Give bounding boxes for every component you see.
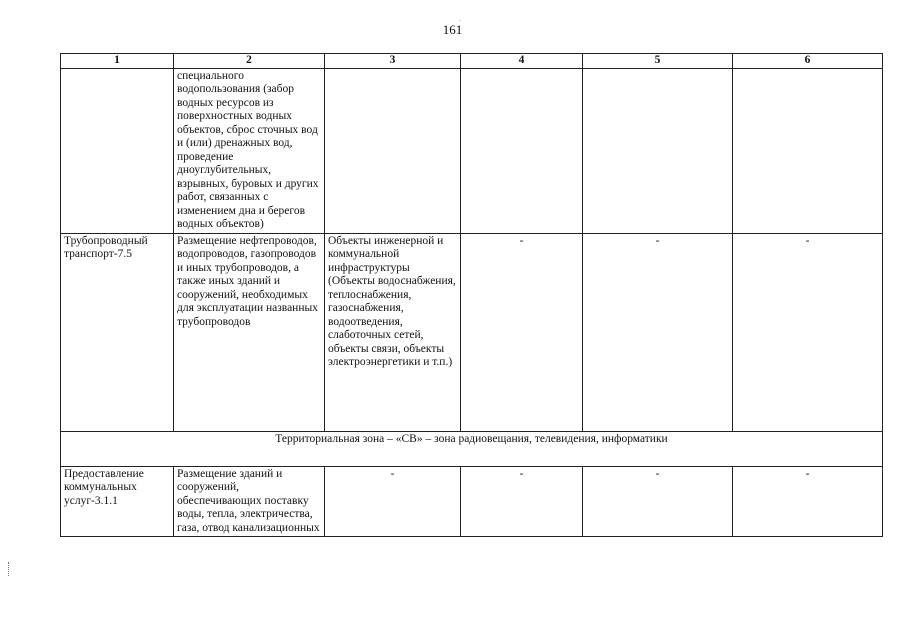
cell-use-description: специального водопользования (забор водных ресурсов из поверхностных водных объектов, сброс сточных вод и (или) дренажных вод, проведение дноуглубительных, взрывных, буровых и других работ, связанных с изменением дна и берегов водных объектов) bbox=[174, 68, 325, 233]
cell-use-name: Трубопроводный транспорт-7.5 bbox=[61, 233, 174, 431]
cell-use-description: Размещение нефтепроводов, водопроводов, газопроводов и иных трубопроводов, а также иных зданий и сооружений, необходимых для эксплуатации названных трубопроводов bbox=[174, 233, 325, 431]
cell-use-name: Предоставление коммунальных услуг-3.1.1 bbox=[61, 466, 174, 537]
table-row bbox=[61, 68, 883, 233]
document-table bbox=[60, 53, 883, 537]
table-row bbox=[61, 233, 883, 431]
table-row bbox=[61, 466, 883, 537]
header-col-3: 3 bbox=[325, 54, 461, 69]
cell-col-4: - bbox=[461, 466, 583, 537]
page-number: 161 bbox=[442, 22, 463, 37]
cell-use-description: Размещение зданий и сооружений, обеспечивающих поставку воды, тепла, электричества, газа, отвод канализационных bbox=[174, 466, 325, 537]
cell-col-3 bbox=[325, 68, 461, 233]
cell-col-5: - bbox=[583, 466, 733, 537]
cell-col-6: - bbox=[733, 466, 883, 537]
cell-col-4: - bbox=[461, 233, 583, 431]
header-col-1: 1 bbox=[61, 54, 174, 69]
scan-speck: . bbox=[459, 15, 461, 23]
header-col-5: 5 bbox=[583, 54, 733, 69]
header-col-6: 6 bbox=[733, 54, 883, 69]
cell-col-3: Объекты инженерной и коммунальной инфраструктуры (Объекты водоснабжения, теплоснабжения, газоснабжения, водоотведения, слаботочных сетей, объекты связи, объекты электроэнергетики и т.п.) bbox=[325, 233, 461, 431]
cell-col-3: - bbox=[325, 466, 461, 537]
cell-col-4 bbox=[461, 68, 583, 233]
zone-header-row bbox=[61, 431, 883, 466]
zone-title: Территориальная зона – «СВ» – зона радиовещания, телевидения, информатики bbox=[61, 431, 883, 466]
cell-col-6 bbox=[733, 68, 883, 233]
header-col-2: 2 bbox=[174, 54, 325, 69]
scan-artifact bbox=[8, 562, 12, 576]
cell-col-5: - bbox=[583, 233, 733, 431]
cell-col-6: - bbox=[733, 233, 883, 431]
header-row bbox=[61, 54, 883, 69]
cell-use-name bbox=[61, 68, 174, 233]
header-col-4: 4 bbox=[461, 54, 583, 69]
cell-col-5 bbox=[583, 68, 733, 233]
